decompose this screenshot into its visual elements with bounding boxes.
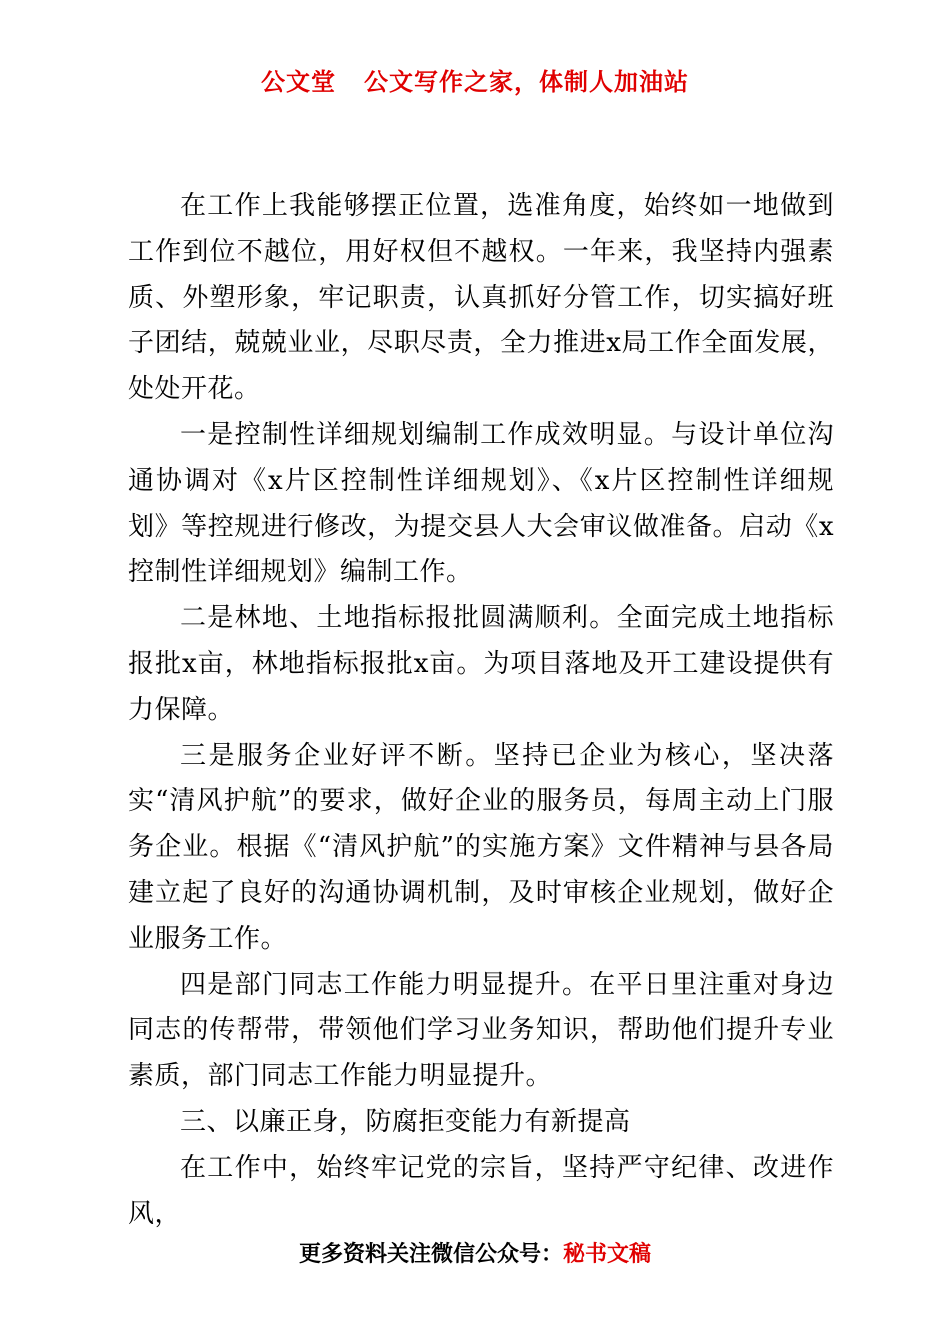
header-site-name: 公文堂 — [261, 68, 336, 96]
document-body — [128, 184, 834, 1237]
paragraph-item-two: 二是林地、土地指标报批圆满顺利。全面完成土地指标报批x亩，林地指标报批x亩。为项目落地及开工建设提供有力保障。 — [128, 603, 834, 725]
page-header — [0, 62, 950, 97]
paragraph-item-four: 四是部门同志工作能力明显提升。在平日里注重对身边同志的传帮带，带领他们学习业务知识，帮助他们提升专业素质，部门同志工作能力明显提升。 — [128, 969, 834, 1092]
page-footer — [0, 1237, 950, 1268]
footer-prefix: 更多资料关注微信公众号： — [298, 1242, 563, 1267]
paragraph-item-one: 一是控制性详细规划编制工作成效明显。与设计单位沟通协调对《x片区控制性详细规划》、《x片区控制性详细规划》等控规进行修改，为提交县人大会审议做准备。启动《x控制性详细规划》编制工作。 — [128, 419, 834, 588]
paragraph-intro: 在工作上我能够摆正位置，选准角度，始终如一地做到工作到位不越位，用好权但不越权。一年来，我坚持内强素质、外塑形象，牢记职责，认真抓好分管工作，切实搞好班子团结，兢兢业业，尽职尽责，全力推进x局工作全面发展，处处开花。 — [128, 191, 834, 405]
header-slogan: 公文写作之家，体制人加油站 — [364, 68, 689, 96]
section-heading: 三、以廉正身，防腐拒变能力有新提高 — [180, 1106, 631, 1137]
paragraph-section-three: 在工作中，始终牢记党的宗旨，坚持严守纪律、改进作风， — [128, 1152, 834, 1229]
paragraph-item-three: 三是服务企业好评不断。坚持已企业为核心，坚决落实“清风护航”的要求，做好企业的服务员，每周主动上门服务企业。根据《“清风护航”的实施方案》文件精神与县各局建立起了良好的沟通协调机制，及时审核企业规划，做好企业服务工作。 — [128, 740, 834, 954]
footer-account-name: 秘书文稿 — [563, 1242, 652, 1267]
